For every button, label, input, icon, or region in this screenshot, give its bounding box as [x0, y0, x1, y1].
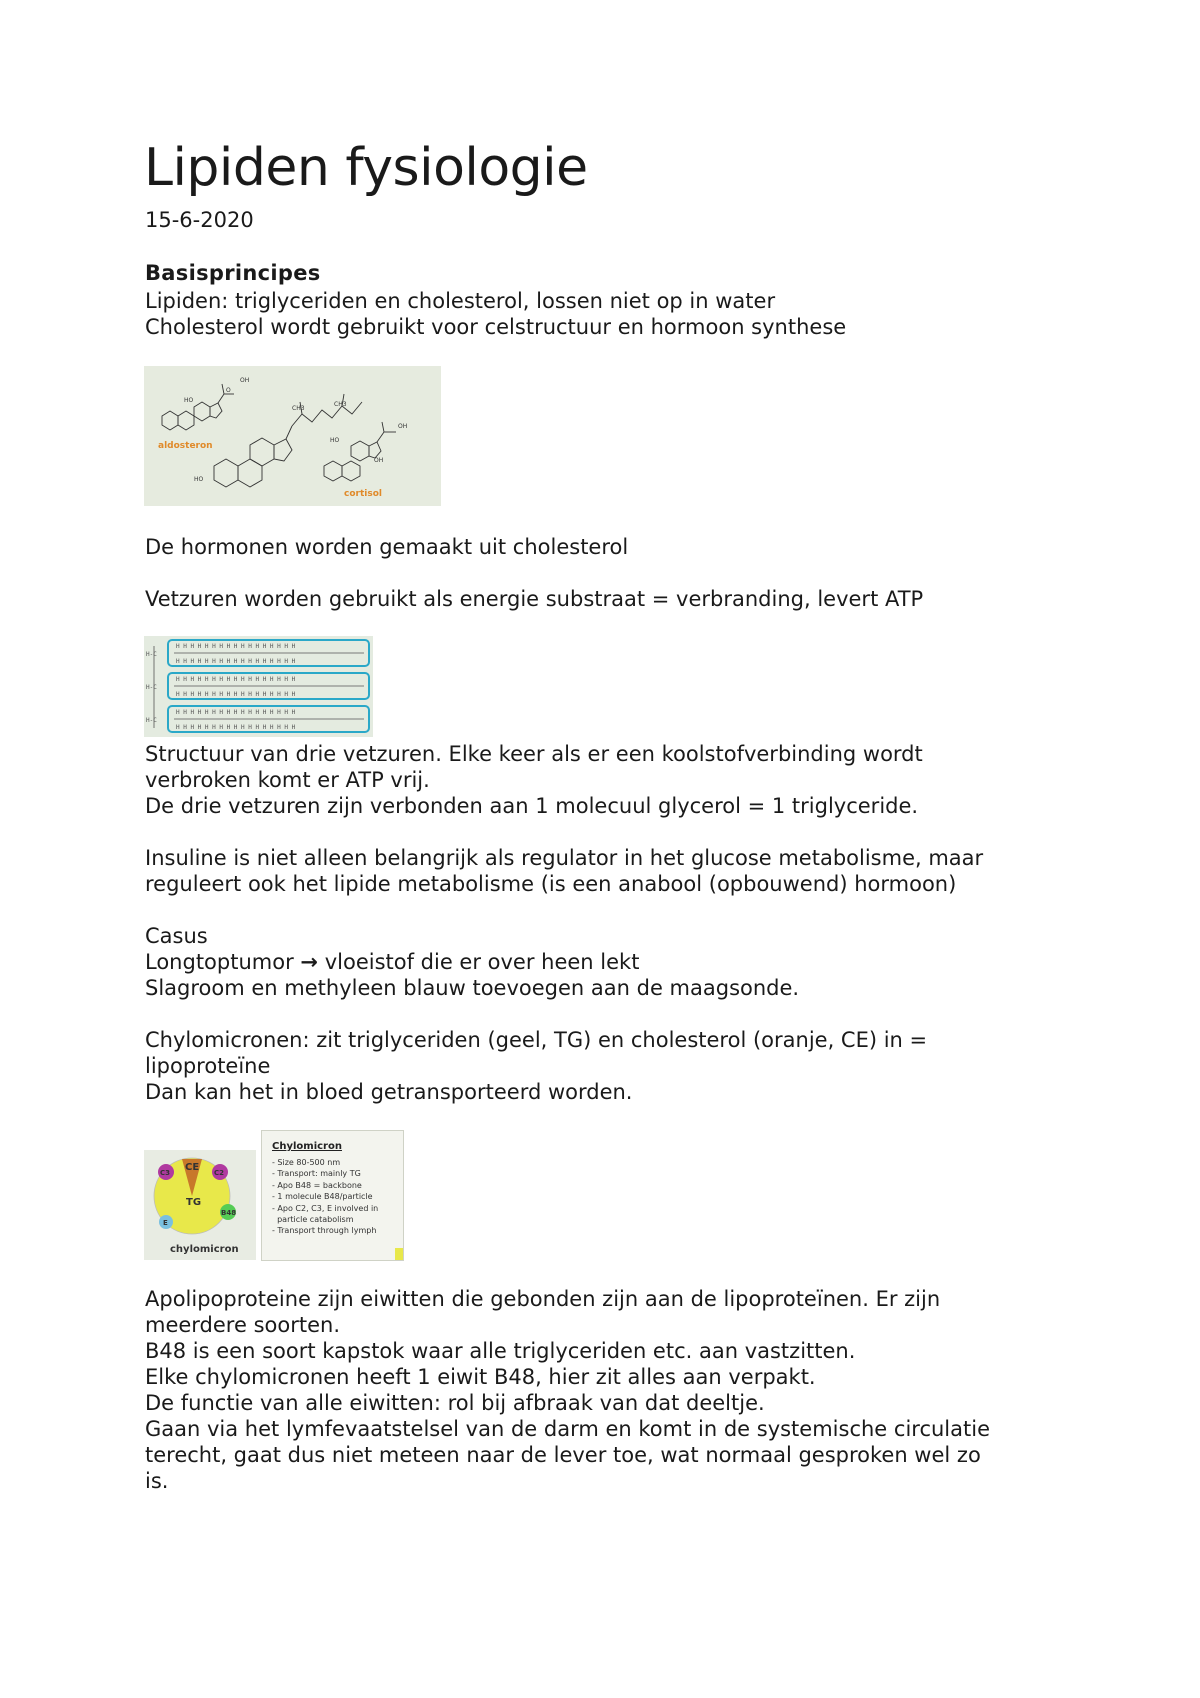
c2-label: C2: [214, 1169, 225, 1177]
b48-label: B48: [221, 1209, 237, 1217]
apolipo-line: B48 is een soort kapstok waar alle triglyceriden etc. aan vastzitten.: [145, 1339, 856, 1363]
casus-title: Casus: [145, 924, 208, 948]
intro-paragraph: [145, 288, 1065, 340]
chylomicrons-paragraph: [145, 1027, 1065, 1105]
info-box-list: [272, 1157, 378, 1237]
hormones-line: De hormonen worden gemaakt uit cholesterol: [145, 535, 629, 559]
svg-text:H H H H H H H H H H H H H H H: H H H H H H H H H H H H H H H H H: [176, 709, 296, 716]
info-box-item: - Transport: mainly TG: [272, 1169, 361, 1179]
svg-text:O: O: [226, 387, 231, 394]
casus-paragraph: [145, 923, 1065, 1001]
c3-label: C3: [160, 1169, 171, 1177]
chylomicrons-line: lipoproteïne: [145, 1054, 271, 1078]
apolipo-line: De functie van alle eiwitten: rol bij afbraak van dat deeltje.: [145, 1391, 765, 1415]
chylomicrons-line: Dan kan het in bloed getransporteerd worden.: [145, 1080, 633, 1104]
casus-line-end: vloeistof die er over heen lekt: [324, 950, 640, 974]
corner-marker: [395, 1248, 403, 1260]
svg-text:CH3: CH3: [292, 405, 305, 412]
intro-line: Lipiden: triglyceriden en cholesterol, lossen niet op in water: [145, 289, 776, 313]
svg-text:OH: OH: [398, 423, 408, 430]
svg-text:H H H H H H H H H H H H H H H: H H H H H H H H H H H H H H H H H: [176, 691, 296, 698]
intro-line: Cholesterol wordt gebruikt voor celstructuur en hormoon synthese: [145, 315, 847, 339]
info-box-title: Chylomicron: [272, 1141, 342, 1152]
svg-text:H H H H H H H H H H H H H H H: H H H H H H H H H H H H H H H H H: [176, 676, 296, 683]
chylomicrons-line: Chylomicronen: zit triglyceriden (geel, TG) en cholesterol (oranje, CE) in =: [145, 1028, 928, 1052]
svg-text:H H H H H H H H H H H H H H H: H H H H H H H H H H H H H H H H H: [176, 643, 296, 650]
casus-line: Slagroom en methyleen blauw toevoegen aan de maagsonde.: [145, 976, 800, 1000]
svg-text:CH3: CH3: [334, 401, 347, 408]
info-box-item: - 1 molecule B48/particle: [272, 1192, 373, 1202]
steroid-structures-image: [144, 366, 441, 506]
document-date: 15-6-2020: [145, 208, 254, 232]
section-heading: Basisprincipes: [145, 261, 321, 285]
fatty-acids-line: Vetzuren worden gebruikt als energie substraat = verbranding, levert ATP: [145, 587, 924, 611]
svg-text:OH: OH: [240, 377, 250, 384]
apolipo-line: Gaan via het lymfevaatstelsel van de darm en komt in de systemische circulatie: [145, 1417, 990, 1441]
chylomicron-caption: chylomicron: [170, 1244, 239, 1255]
tg-label: TG: [186, 1197, 202, 1208]
insulin-paragraph: [145, 845, 1065, 897]
chylomicron-info-image: [261, 1130, 404, 1261]
structure-line: Structuur van drie vetzuren. Elke keer als er een koolstofverbinding wordt: [145, 742, 923, 766]
fatty-acids-paragraph: [145, 586, 1065, 612]
apolipo-line: Elke chylomicronen heeft 1 eiwit B48, hier zit alles aan verpakt.: [145, 1365, 816, 1389]
casus-line: [145, 949, 1065, 975]
info-box-item: - Size 80-500 nm: [272, 1158, 341, 1167]
fatty-acid-structure-image: [144, 636, 373, 737]
svg-text:H-C: H-C: [146, 651, 157, 658]
svg-text:H H H H H H H H H H H H H H H: H H H H H H H H H H H H H H H H H: [176, 658, 296, 665]
apolipo-line: terecht, gaat dus niet meteen naar de lever toe, wat normaal gesproken wel zo: [145, 1443, 981, 1467]
svg-text:OH: OH: [374, 457, 384, 464]
info-box-item: - Apo B48 = backbone: [272, 1180, 362, 1190]
svg-text:H-C: H-C: [146, 684, 157, 691]
apolipo-line: Apolipoproteine zijn eiwitten die gebonden zijn aan de lipoproteïnen. Er zijn: [145, 1287, 941, 1311]
aldosteron-label: aldosteron: [158, 441, 213, 451]
svg-text:HO: HO: [330, 437, 340, 444]
hormones-paragraph: [145, 534, 1065, 560]
svg-text:H-C: H-C: [146, 717, 157, 724]
info-box-item: - Transport through lymph: [272, 1226, 377, 1236]
arrow-right-icon: →: [300, 950, 319, 974]
structure-line: verbroken komt er ATP vrij.: [145, 768, 430, 792]
svg-text:HO: HO: [194, 476, 204, 483]
svg-text:HO: HO: [184, 397, 194, 404]
e-label: E: [163, 1219, 168, 1227]
chylomicron-diagram-image: [144, 1150, 256, 1260]
cortisol-label: cortisol: [344, 489, 382, 499]
casus-line-start: Longtoptumor: [145, 950, 294, 974]
apolipo-line: meerdere soorten.: [145, 1313, 340, 1337]
info-box-item: particle catabolism: [272, 1215, 354, 1225]
info-box-item: - Apo C2, C3, E involved in: [272, 1203, 379, 1213]
apolipo-line: is.: [145, 1469, 169, 1493]
page-title: Lipiden fysiologie: [144, 138, 588, 198]
structure-line: De drie vetzuren zijn verbonden aan 1 molecuul glycerol = 1 triglyceride.: [145, 794, 919, 818]
structure-paragraph: [145, 741, 1065, 819]
insulin-line: reguleert ook het lipide metabolisme (is een anabool (opbouwend) hormoon): [145, 872, 957, 896]
ce-label: CE: [185, 1162, 200, 1173]
insulin-line: Insuline is niet alleen belangrijk als regulator in het glucose metabolisme, maar: [145, 846, 984, 870]
apolipo-paragraph: [145, 1286, 1065, 1494]
svg-text:H H H H H H H H H H H H H H H: H H H H H H H H H H H H H H H H H: [176, 724, 296, 731]
